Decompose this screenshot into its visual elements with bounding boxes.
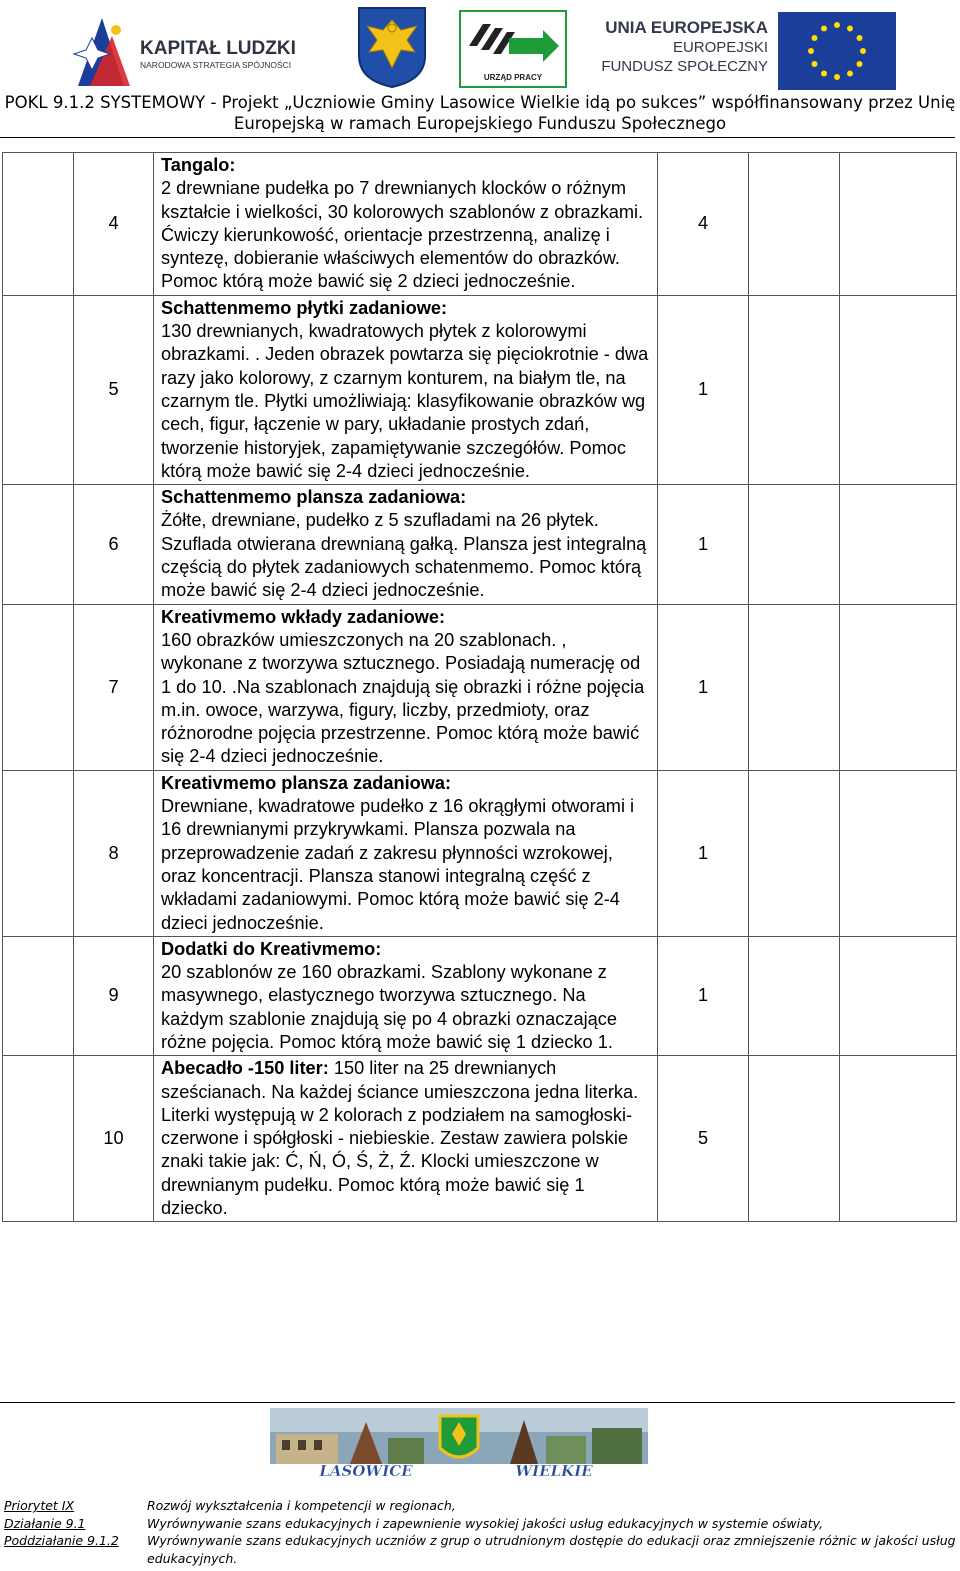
blank-cell	[3, 295, 74, 484]
item-number: 7	[74, 604, 154, 770]
blank-cell	[3, 1056, 74, 1222]
item-description	[154, 770, 658, 936]
blank-cell	[3, 936, 74, 1055]
item-description	[154, 485, 658, 604]
footer-right	[147, 1497, 957, 1567]
blank-cell	[749, 770, 840, 936]
svg-text:NARODOWA STRATEGIA SPÓJNOŚCI: NARODOWA STRATEGIA SPÓJNOŚCI	[140, 60, 292, 70]
item-title: Kreativmemo wkłady zadaniowe:	[161, 606, 446, 627]
footer-action: Działanie 9.1	[4, 1515, 86, 1531]
blank-cell	[749, 1056, 840, 1222]
blank-cell	[840, 485, 957, 604]
item-quantity: 1	[658, 770, 749, 936]
items-table	[2, 152, 957, 1222]
footer-priority: Priorytet IX	[4, 1498, 75, 1513]
footer-subaction: Poddziałanie 9.1.2	[4, 1533, 119, 1548]
item-title: Schattenmemo plansza zadaniowa:	[161, 487, 467, 508]
item-description	[154, 1056, 658, 1222]
blank-cell	[749, 936, 840, 1055]
table-row	[3, 485, 957, 604]
item-quantity: 1	[658, 604, 749, 770]
items-table-body	[3, 153, 957, 1222]
item-quantity: 1	[658, 295, 749, 484]
blank-cell	[840, 604, 957, 770]
urzad-pracy-logo	[459, 10, 567, 88]
blank-cell	[840, 153, 957, 296]
item-quantity: 4	[658, 153, 749, 296]
footer-text-1: Rozwój wykształcenia i kompetencji w regionach,	[147, 1498, 456, 1513]
eu-line-2: EUROPEJSKI	[672, 39, 768, 56]
coat-of-arms-icon	[357, 6, 427, 88]
table-row	[3, 604, 957, 770]
item-text: Żółte, drewniane, pudełko z 5 szufladami na 26 płytek. Szuflada otwierana drewnianą gałką. Plansza jest integralną częścią do płytek zadaniowych schatenmemo. Pomoc którą może bawić się 2-4 dzieci jednocześnie.	[161, 510, 647, 601]
blank-cell	[3, 485, 74, 604]
blank-cell	[3, 604, 74, 770]
lasowice-wielkie-banner	[270, 1408, 648, 1480]
eu-flag-icon	[778, 12, 896, 90]
item-text: 2 drewniane pudełka po 7 drewnianych klocków o różnym kształcie i wielkości, 30 kolorowych szablonów z obrazkami. Ćwiczy kierunkowość, orientacje przestrzenną, analizę i syntezę, dobieranie właściwych elementów do obrazków. Pomoc którą może bawić się 2 dzieci jednocześnie.	[161, 178, 644, 292]
item-title: Schattenmemo płytki zadaniowe:	[161, 297, 448, 318]
item-text: 20 szablonów ze 160 obrazkami. Szablony wykonane z masywnego, elastycznego tworzywa sztucznego. Na każdym szablonie znajdują się po 4 obrazki oznaczające różne pojęcia. Pomoc którą może bawić się 1 dziecko 1.	[161, 962, 617, 1052]
blank-cell	[840, 936, 957, 1055]
svg-text:LASOWICE: LASOWICE	[319, 1462, 413, 1480]
kapital-ludzki-logo	[72, 6, 332, 88]
item-number: 6	[74, 485, 154, 604]
blank-cell	[840, 295, 957, 484]
blank-cell	[3, 153, 74, 296]
blank-cell	[749, 604, 840, 770]
project-line-1: POKL 9.1.2 SYSTEMOWY - Projekt „Uczniowie Gminy Lasowice Wielkie idą po sukces” współfinansowany przez Unię	[4, 93, 956, 112]
item-quantity: 1	[658, 485, 749, 604]
footer-text-2: Wyrównywanie szans edukacyjnych i zapewnienie wysokiej jakości usług edukacyjnych w systemie oświaty,	[147, 1515, 824, 1531]
item-description	[154, 604, 658, 770]
eu-line-3: FUNDUSZ SPOŁECZNY	[601, 58, 768, 75]
item-number: 5	[74, 295, 154, 484]
item-description	[154, 153, 658, 296]
item-number: 9	[74, 936, 154, 1055]
item-text: Drewniane, kwadratowe pudełko z 16 okrągłymi otworami i 16 drewnianymi przykrywkami. Plansza pozwala na przeprowadzenie zadań z zakresu płynności wzrokowej, oraz koncentracji. Plansza stanowi integralną część z wkładami zadaniowymi. Pomoc którą może bawić się 2-4 dzieci jednocześnie.	[161, 796, 635, 933]
blank-cell	[749, 153, 840, 296]
item-text: 130 drewnianych, kwadratowych płytek z kolorowymi obrazkami. . Jeden obrazek powtarza się pięciokrotnie - dwa razy jako kolorowy, z czarnym konturem, na białym tle, na czarnym tle. Płytki umożliwiają: klasyfikowanie obrazków wg cech, figur, łączenie w pary, układanie prostych zdań, tworzenie historyjek, zapamiętywanie szczegółów. Pomoc którą może bawić się 2-4 dzieci jednocześnie.	[161, 321, 649, 481]
blank-cell	[749, 485, 840, 604]
item-description	[154, 295, 658, 484]
eu-text-block	[596, 18, 768, 76]
svg-text:KAPITAŁ LUDZKI: KAPITAŁ LUDZKI	[140, 38, 296, 59]
item-text: 150 liter na 25 drewnianych sześcianach. Na każdej ściance umieszczona jedna literka. Literki występują w 2 kolorach z podziałem na samogłoski- czerwone i spółgłoski - niebieskie. Zestaw zawiera polskie znaki takie jak: Ć, Ń, Ó, Ś, Ż, Ź. Klocki umieszczone w drewnianym pudełku. Pomoc którą może bawić się 1 dziecko.	[161, 1058, 639, 1219]
eu-line-1: UNIA EUROPEJSKA	[605, 18, 768, 37]
footer-left	[4, 1497, 119, 1550]
table-row	[3, 770, 957, 936]
item-title: Dodatki do Kreativmemo:	[161, 938, 382, 959]
project-line-2: Europejską w ramach Europejskiego Funduszu Społecznego	[233, 114, 727, 133]
table-row	[3, 936, 957, 1055]
blank-cell	[840, 770, 957, 936]
table-row	[3, 1056, 957, 1222]
blank-cell	[749, 295, 840, 484]
footer-text-3: Wyrównywanie szans edukacyjnych uczniów z grup o utrudnionym dostępie do edukacji oraz zmniejszenie różnic w jakości usług edukacyjnych.	[147, 1533, 956, 1566]
footer-rule	[0, 1402, 955, 1403]
table-row	[3, 153, 957, 296]
item-number: 10	[74, 1056, 154, 1222]
blank-cell	[3, 770, 74, 936]
header-logos	[0, 4, 960, 90]
svg-text:WIELKIE: WIELKIE	[515, 1462, 593, 1480]
item-title: Abecadło -150 liter:	[161, 1058, 329, 1079]
item-title: Kreativmemo plansza zadaniowa:	[161, 772, 452, 793]
item-quantity: 1	[658, 936, 749, 1055]
item-text: 160 obrazków umieszczonych na 20 szablonach. , wykonane z tworzywa sztucznego. Posiadają numerację od 1 do 10. .Na szablonach znajdują się obrazki i różne pojęcia m.in. owoce, warzywa, figury, liczby, przedmioty, oraz różnorodne pojęcia przestrzenne. Pomoc którą może bawić się 2-4 dzieci jednocześnie.	[161, 629, 645, 767]
item-number: 4	[74, 153, 154, 296]
table-row	[3, 295, 957, 484]
blank-cell	[840, 1056, 957, 1222]
item-description	[154, 936, 658, 1055]
item-number: 8	[74, 770, 154, 936]
item-title: Tangalo:	[161, 155, 236, 175]
header-rule	[0, 137, 955, 138]
svg-text:URZĄD PRACY: URZĄD PRACY	[483, 73, 543, 82]
item-quantity: 5	[658, 1056, 749, 1222]
